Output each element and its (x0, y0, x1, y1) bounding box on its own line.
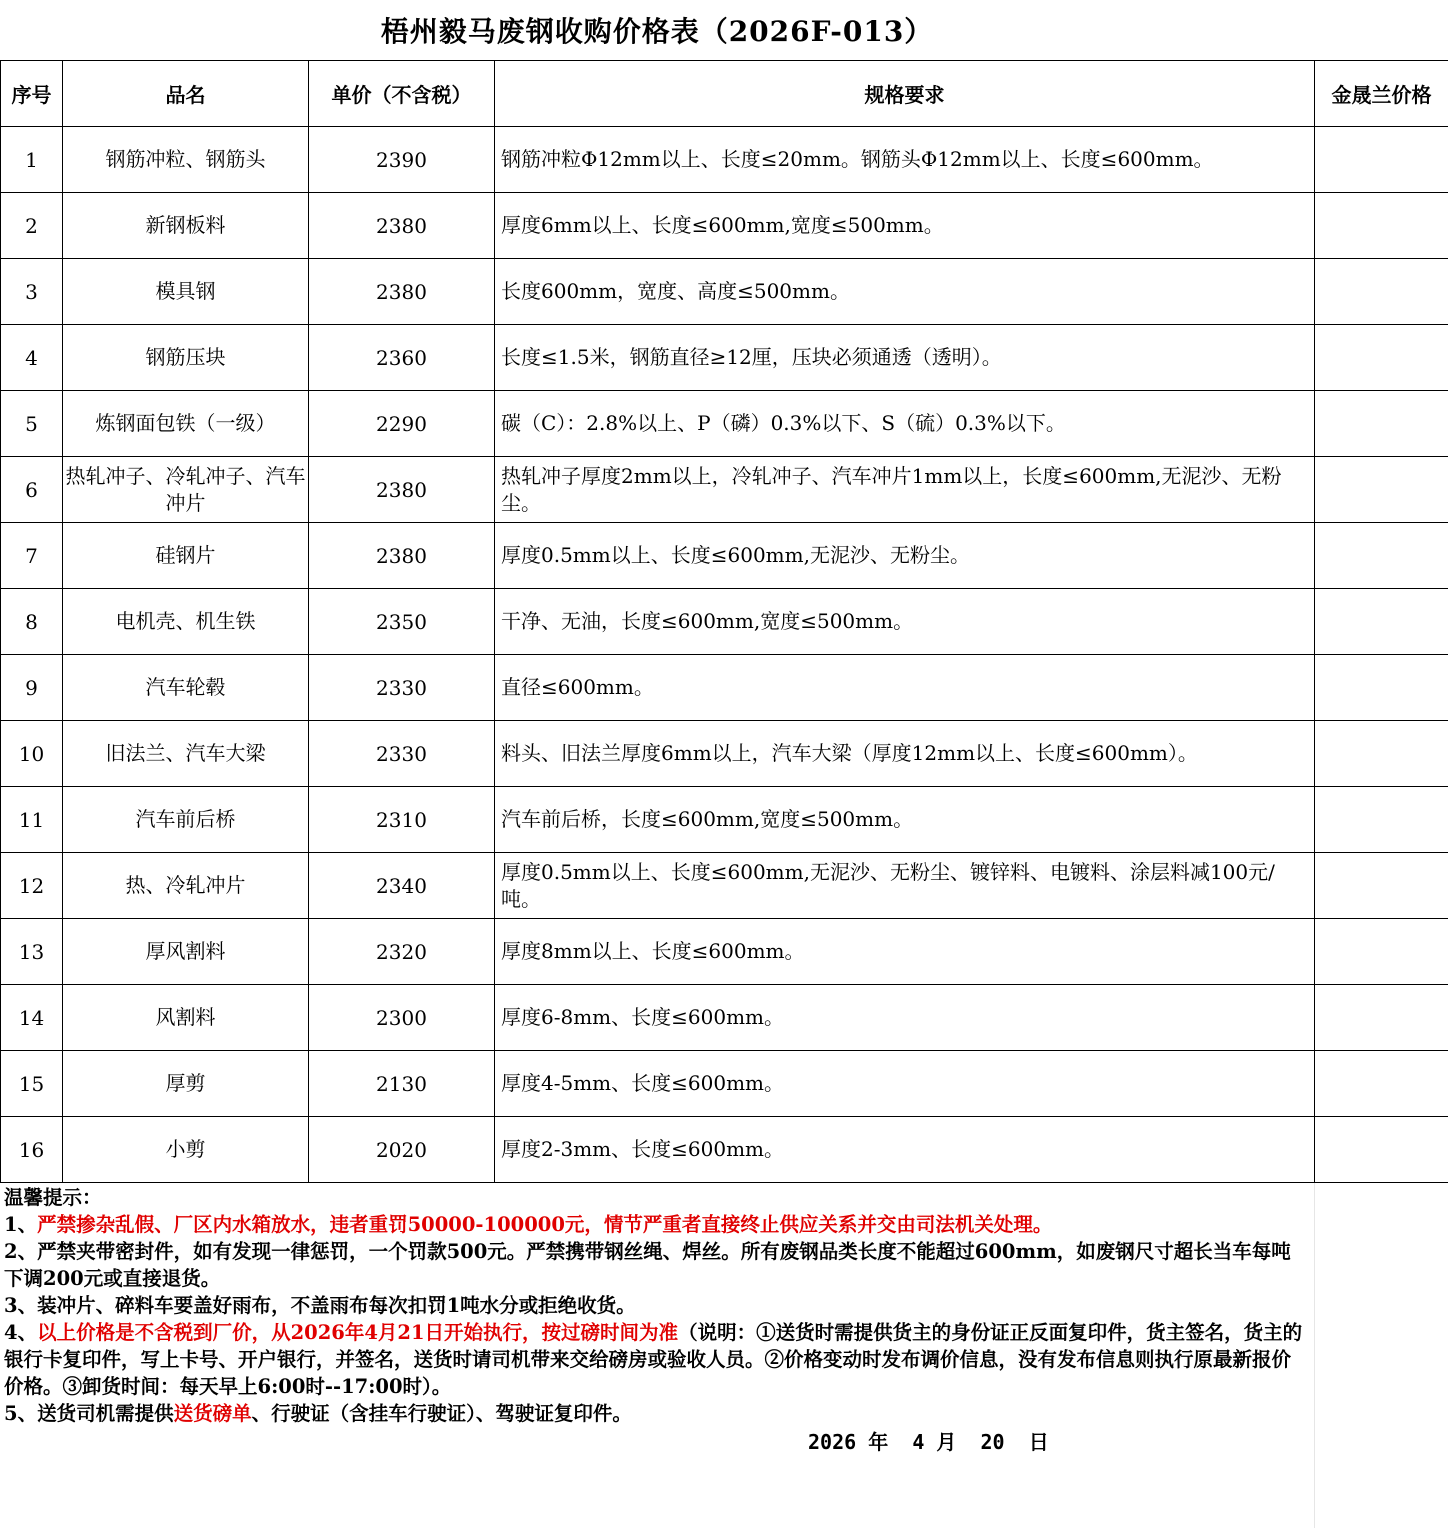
cell-price: 2360 (309, 325, 495, 391)
cell-name: 旧法兰、汽车大梁 (63, 721, 309, 787)
cell-extra-price (1315, 1051, 1448, 1117)
date-year: 2026 (808, 1430, 857, 1454)
cell-extra-price (1315, 391, 1448, 457)
note-1-prefix: 1、 (4, 1213, 38, 1236)
cell-extra-price (1315, 985, 1448, 1051)
cell-spec: 厚度2-3mm、长度≤600mm。 (495, 1117, 1315, 1183)
note-5-highlight: 送货磅单 (173, 1402, 252, 1425)
date-day: 20 (980, 1430, 1005, 1454)
cell-extra-price (1315, 259, 1448, 325)
cell-no: 14 (1, 985, 63, 1051)
cell-name: 厚风割料 (63, 919, 309, 985)
table-row (1, 721, 1448, 787)
cell-name: 小剪 (63, 1117, 309, 1183)
cell-name: 电机壳、机生铁 (63, 589, 309, 655)
header-name: 品名 (63, 61, 309, 127)
cell-no: 4 (1, 325, 63, 391)
cell-no: 7 (1, 523, 63, 589)
cell-name: 炼钢面包铁（一级） (63, 391, 309, 457)
cell-spec: 长度≤1.5米，钢筋直径≥12厘，压块必须通透（透明）。 (495, 325, 1315, 391)
cell-no: 6 (1, 457, 63, 523)
cell-spec: 碳（C）：2.8%以上、P（磷）0.3%以下、S（硫）0.3%以下。 (495, 391, 1315, 457)
note-4 (4, 1319, 1310, 1400)
cell-extra-price (1315, 193, 1448, 259)
cell-no: 16 (1, 1117, 63, 1183)
notes-section (4, 1184, 1310, 1427)
table-row (1, 919, 1448, 985)
cell-extra-price (1315, 721, 1448, 787)
page-title: 梧州毅马废钢收购价格表（2026F-013） (380, 15, 934, 48)
cell-name: 新钢板料 (63, 193, 309, 259)
cell-price: 2350 (309, 589, 495, 655)
cell-price: 2290 (309, 391, 495, 457)
cell-extra-price (1315, 1117, 1448, 1183)
header-price: 单价（不含税） (309, 61, 495, 127)
cell-no: 13 (1, 919, 63, 985)
cell-spec: 长度600mm，宽度、高度≤500mm。 (495, 259, 1315, 325)
cell-price: 2380 (309, 457, 495, 523)
cell-spec: 厚度6mm以上、长度≤600mm,宽度≤500mm。 (495, 193, 1315, 259)
cell-spec: 直径≤600mm。 (495, 655, 1315, 721)
header-no: 序号 (1, 61, 63, 127)
issue-date (808, 1426, 1049, 1455)
cell-extra-price (1315, 919, 1448, 985)
note-4-detail: （说明：①送货时需提供货主的身份证正反面复印件，货主签名，货主的银行卡复印件，写上卡号、开户银行，并签名，送货时请司机带来交给磅房或验收人员。②价格变动时发布调价信息，没有发布信息则执行原最新报价价格。③卸货时间：每天早上6:00时--17:00时）。 (4, 1321, 1303, 1398)
cell-spec: 厚度0.5mm以上、长度≤600mm,无泥沙、无粉尘。 (495, 523, 1315, 589)
cell-price: 2380 (309, 259, 495, 325)
cell-price: 2330 (309, 721, 495, 787)
table-row (1, 523, 1448, 589)
cell-extra-price (1315, 589, 1448, 655)
cell-extra-price (1315, 523, 1448, 589)
cell-extra-price (1315, 853, 1448, 919)
cell-no: 1 (1, 127, 63, 193)
cell-extra-price (1315, 787, 1448, 853)
table-row (1, 1051, 1448, 1117)
date-year-unit: 年 (868, 1430, 889, 1454)
notes-heading: 温馨提示： (4, 1186, 102, 1209)
cell-price: 2340 (309, 853, 495, 919)
cell-spec: 厚度0.5mm以上、长度≤600mm,无泥沙、无粉尘、镀锌料、电镀料、涂层料减100元/吨。 (495, 853, 1315, 919)
cell-spec: 料头、旧法兰厚度6mm以上，汽车大梁（厚度12mm以上、长度≤600mm）。 (495, 721, 1315, 787)
cell-spec: 汽车前后桥，长度≤600mm,宽度≤500mm。 (495, 787, 1315, 853)
header-extra-price: 金晟兰价格 (1315, 61, 1448, 127)
cell-price: 2390 (309, 127, 495, 193)
cell-spec: 厚度4-5mm、长度≤600mm。 (495, 1051, 1315, 1117)
cell-price: 2320 (309, 919, 495, 985)
cell-extra-price (1315, 127, 1448, 193)
table-row (1, 787, 1448, 853)
cell-no: 12 (1, 853, 63, 919)
table-body (1, 127, 1448, 1183)
note-5-prefix: 5、送货司机需提供 (4, 1402, 174, 1425)
cell-no: 3 (1, 259, 63, 325)
table-header-row (1, 61, 1448, 127)
note-4-highlight: 以上价格是不含税到厂价，从2026年4月21日开始执行，按过磅时间为准 (37, 1321, 679, 1344)
cell-extra-price (1315, 325, 1448, 391)
cell-name: 硅钢片 (63, 523, 309, 589)
date-month: 4 (912, 1430, 925, 1454)
note-1-warning: 严禁掺杂乱假、厂区内水箱放水，违者重罚50000-100000元，情节严重者直接终止供应关系并交由司法机关处理。 (37, 1213, 1053, 1236)
note-5-detail: 、行驶证（含挂车行驶证）、驾驶证复印件。 (251, 1402, 632, 1425)
cell-price: 2380 (309, 193, 495, 259)
cell-extra-price (1315, 457, 1448, 523)
cell-spec: 干净、无油，长度≤600mm,宽度≤500mm。 (495, 589, 1315, 655)
table-row (1, 655, 1448, 721)
table-row (1, 391, 1448, 457)
cell-no: 5 (1, 391, 63, 457)
table-row (1, 1117, 1448, 1183)
cell-name: 模具钢 (63, 259, 309, 325)
price-table (0, 60, 1448, 1183)
table-row (1, 853, 1448, 919)
note-5 (4, 1400, 1310, 1427)
table-row (1, 589, 1448, 655)
note-3: 3、装冲片、碎料车要盖好雨布，不盖雨布每次扣罚1吨水分或拒绝收货。 (4, 1294, 636, 1317)
date-month-unit: 月 (936, 1430, 957, 1454)
header-spec: 规格要求 (495, 61, 1315, 127)
cell-spec: 厚度6-8mm、长度≤600mm。 (495, 985, 1315, 1051)
cell-name: 热轧冲子、冷轧冲子、汽车冲片 (63, 457, 309, 523)
cell-price: 2020 (309, 1117, 495, 1183)
cell-no: 15 (1, 1051, 63, 1117)
cell-price: 2380 (309, 523, 495, 589)
table-row (1, 127, 1448, 193)
cell-name: 风割料 (63, 985, 309, 1051)
cell-price: 2300 (309, 985, 495, 1051)
cell-price: 2130 (309, 1051, 495, 1117)
table-row (1, 985, 1448, 1051)
cell-price: 2330 (309, 655, 495, 721)
date-day-unit: 日 (1028, 1430, 1049, 1454)
cell-no: 2 (1, 193, 63, 259)
cell-name: 汽车前后桥 (63, 787, 309, 853)
cell-name: 热、冷轧冲片 (63, 853, 309, 919)
cell-name: 汽车轮毂 (63, 655, 309, 721)
cell-price: 2310 (309, 787, 495, 853)
cell-name: 厚剪 (63, 1051, 309, 1117)
cell-name: 钢筋压块 (63, 325, 309, 391)
cell-spec: 钢筋冲粒Φ12mm以上、长度≤20mm。钢筋头Φ12mm以上、长度≤600mm。 (495, 127, 1315, 193)
cell-no: 11 (1, 787, 63, 853)
note-2: 2、严禁夹带密封件，如有发现一律惩罚，一个罚款500元。严禁携带钢丝绳、焊丝。所有废钢品类长度不能超过600mm，如废钢尺寸超长当车每吨下调200元或直接退货。 (4, 1240, 1291, 1290)
cell-spec: 厚度8mm以上、长度≤600mm。 (495, 919, 1315, 985)
grid-line (1314, 1183, 1315, 1528)
note-4-prefix: 4、 (4, 1321, 38, 1344)
cell-name: 钢筋冲粒、钢筋头 (63, 127, 309, 193)
cell-no: 9 (1, 655, 63, 721)
cell-no: 8 (1, 589, 63, 655)
table-row (1, 193, 1448, 259)
cell-spec: 热轧冲子厚度2mm以上，冷轧冲子、汽车冲片1mm以上，长度≤600mm,无泥沙、无粉尘。 (495, 457, 1315, 523)
note-1 (4, 1211, 1310, 1238)
cell-no: 10 (1, 721, 63, 787)
table-row (1, 457, 1448, 523)
cell-extra-price (1315, 655, 1448, 721)
table-row (1, 259, 1448, 325)
table-row (1, 325, 1448, 391)
